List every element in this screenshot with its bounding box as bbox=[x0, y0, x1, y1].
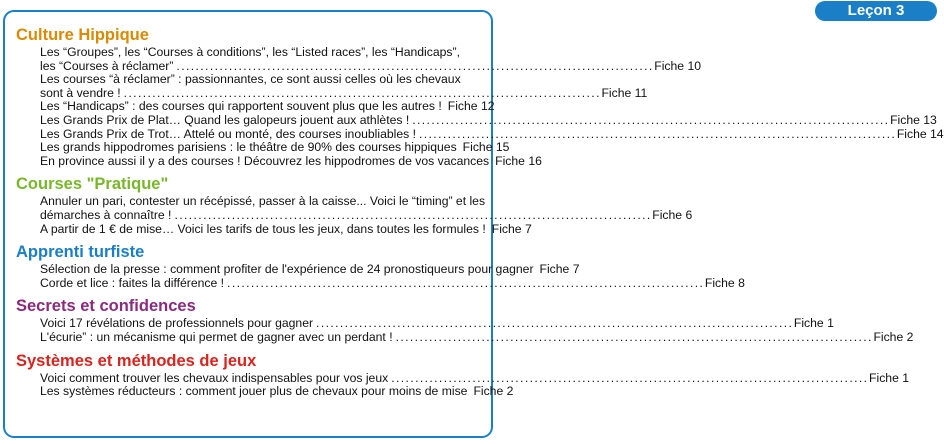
entry-text: A partir de 1 € de mise… Voici les tarifs de tous les jeux, dans toutes les formules ! bbox=[40, 221, 486, 236]
leader-dots bbox=[124, 87, 599, 101]
leader-dots bbox=[174, 209, 649, 223]
fiche-number: Fiche 2 bbox=[473, 384, 514, 399]
section-title: Culture Hippique bbox=[16, 26, 149, 44]
toc-entry bbox=[16, 329, 914, 345]
entry-text: Sélection de la presse : comment profiter de l'expérience de 24 pronostiqueurs pour gagner bbox=[40, 262, 534, 277]
leader-dots bbox=[176, 60, 651, 74]
entry-text: Les Grands Prix de Plat… Quand les galopeurs jouent aux athlètes ! bbox=[40, 112, 410, 127]
fiche-number: Fiche 16 bbox=[495, 153, 542, 168]
leader-dots bbox=[227, 277, 702, 291]
section bbox=[16, 26, 944, 168]
fiche-number: Fiche 7 bbox=[491, 221, 532, 236]
fiche-number: Fiche 1 bbox=[869, 370, 910, 385]
toc-entry bbox=[16, 221, 532, 237]
fiche-number: Fiche 2 bbox=[873, 329, 914, 344]
fiche-number: Fiche 8 bbox=[704, 275, 745, 290]
fiche-number: Fiche 12 bbox=[447, 99, 495, 114]
entry-text: Les “Groupes”, les “Courses à conditions”, les “Listed races”, les “Handicaps”, bbox=[40, 45, 460, 59]
entry-text: Les “Handicaps” : des courses qui rapportent souvent plus que les autres ! bbox=[40, 99, 442, 114]
table-of-contents bbox=[16, 26, 944, 403]
entry-text: L'écurie” : un mécanisme qui permet de gagner avec un perdant ! bbox=[40, 329, 393, 344]
fiche-number: Fiche 14 bbox=[896, 126, 944, 141]
toc-entry bbox=[16, 45, 702, 73]
section-title: Secrets et confidences bbox=[16, 297, 196, 316]
leader-dots bbox=[419, 128, 894, 142]
toc-entry bbox=[16, 262, 580, 277]
entry-text: Voici 17 révélations de professionnels pour gagner bbox=[40, 316, 314, 331]
section bbox=[16, 243, 745, 290]
toc-entry bbox=[16, 140, 510, 155]
leader-dots bbox=[391, 372, 866, 386]
toc-entry bbox=[16, 99, 495, 114]
toc-entry bbox=[16, 275, 745, 291]
toc-entry bbox=[16, 153, 542, 169]
section-title: Systèmes et méthodes de jeux bbox=[16, 351, 257, 370]
toc-entry bbox=[16, 370, 910, 386]
lesson-label: Leçon 3 bbox=[847, 2, 905, 19]
fiche-number: Fiche 1 bbox=[793, 316, 834, 331]
entry-text: démarches à connaître ! bbox=[40, 207, 172, 222]
section bbox=[16, 297, 914, 344]
entry-text: Les systèmes réducteurs : comment jouer plus de chevaux pour moins de mise bbox=[40, 384, 468, 399]
fiche-number: Fiche 10 bbox=[654, 58, 702, 73]
leader-dots bbox=[316, 317, 791, 331]
entry-text: Les courses “à réclamer” : passionnantes, ce sont aussi celles où les chevaux bbox=[40, 72, 461, 87]
toc-entry bbox=[16, 112, 937, 128]
fiche-number: Fiche 13 bbox=[890, 112, 937, 127]
toc-entry bbox=[16, 194, 693, 222]
fiche-number: Fiche 6 bbox=[652, 207, 693, 222]
section-title: Courses "Pratique" bbox=[16, 175, 169, 194]
fiche-number: Fiche 7 bbox=[539, 262, 580, 277]
fiche-number: Fiche 11 bbox=[601, 85, 648, 100]
leader-dots bbox=[396, 331, 871, 345]
toc-entry bbox=[16, 126, 944, 142]
entry-text: Annuler un pari, contester un récépissé, passer à la caisse... Voici le “timing” et les bbox=[40, 194, 486, 209]
fiche-number: Fiche 15 bbox=[462, 140, 510, 155]
section bbox=[16, 351, 910, 399]
leader-dots bbox=[412, 114, 887, 128]
toc-entry bbox=[16, 316, 834, 331]
section bbox=[16, 175, 693, 236]
toc-entry bbox=[16, 72, 648, 100]
section-title: Apprenti turfiste bbox=[16, 243, 145, 262]
toc-entry bbox=[16, 384, 514, 399]
entry-text: Voici comment trouver les chevaux indispensables pour vos jeux bbox=[40, 370, 389, 385]
entry-text: Les grands hippodromes parisiens : le théâtre de 90% des courses hippiques bbox=[40, 140, 457, 155]
entry-text: sont à vendre ! bbox=[40, 85, 121, 100]
lesson-tab bbox=[815, 1, 937, 21]
entry-text: Corde et lice : faites la différence ! bbox=[40, 275, 225, 290]
entry-text: En province aussi il y a des courses ! Découvrez les hippodromes de vos vacances bbox=[40, 153, 490, 168]
entry-text: Les Grands Prix de Trot… Attelé ou monté, des courses inoubliables ! bbox=[40, 126, 416, 141]
entry-text: les “Courses à réclamer” bbox=[40, 58, 174, 73]
